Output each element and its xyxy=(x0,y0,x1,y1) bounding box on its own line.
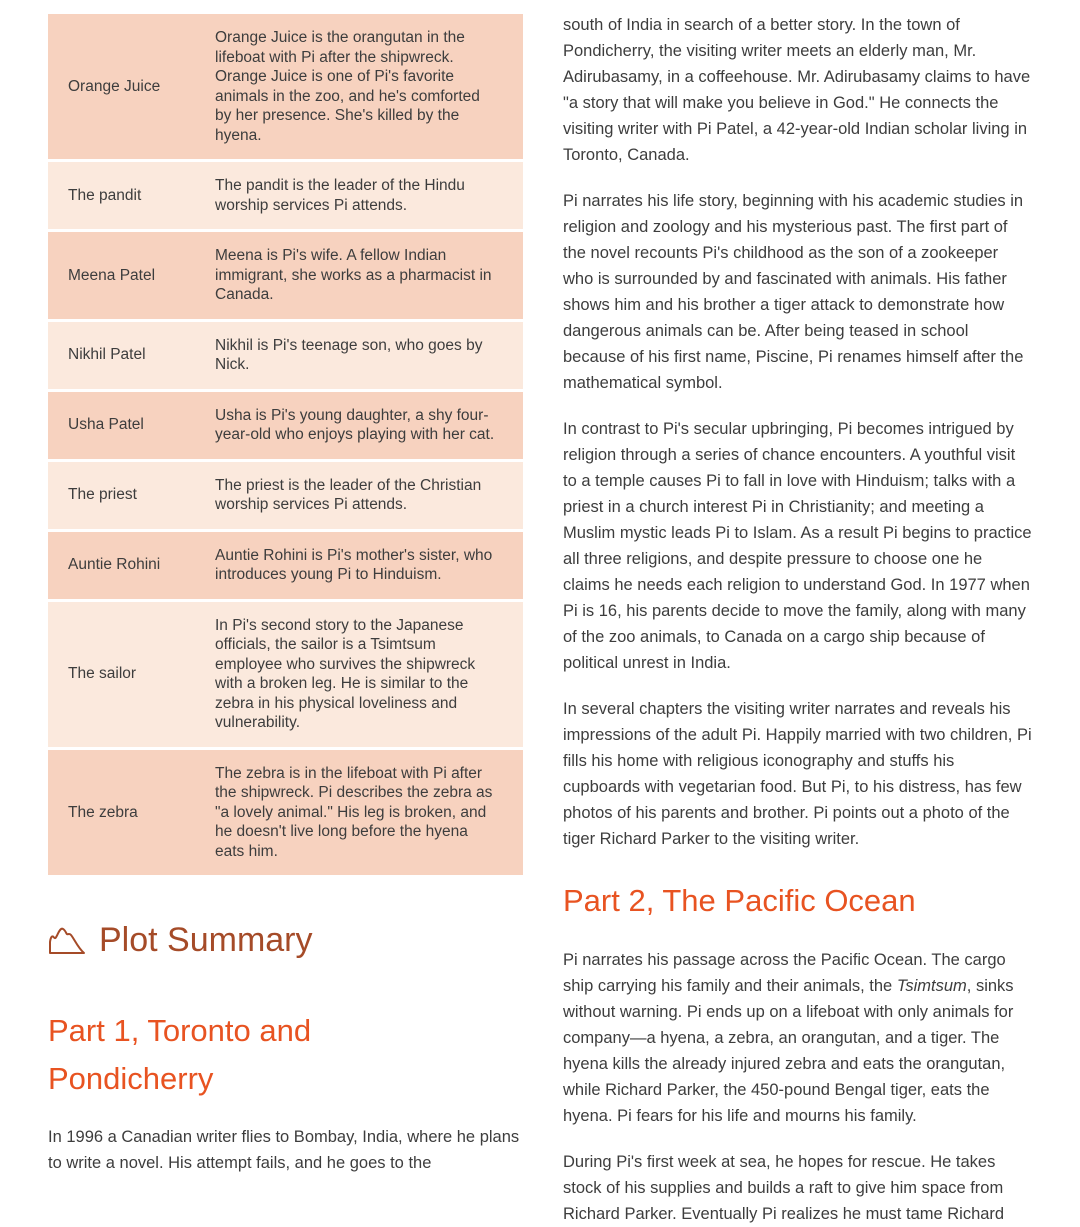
plot-summary-heading xyxy=(48,917,523,963)
paragraph xyxy=(563,947,1032,1129)
paragraph: In several chapters the visiting writer narrates and reveals his impressions of the adult Pi. Happily married with two children, Pi fills his home with religious iconography and stuffs his cupboards with vegetarian food. But Pi, to his distress, has few photos of his parents and brother. Pi points out a photo of the tiger Richard Parker to the visiting writer. xyxy=(563,700,1032,848)
paragraph-text: Pi narrates his passage across the Pacific Ocean. The cargo ship carrying his family and their animals, the xyxy=(563,951,1006,995)
table-row xyxy=(48,602,523,747)
character-description-cell: In Pi's second story to the Japanese officials, the sailor is a Tsimtsum employee who survives the shipwreck with a broken leg. He is similar to the zebra in his physical loveliness and vulnerability. xyxy=(215,616,476,731)
character-name-cell: Nikhil Patel xyxy=(68,346,146,364)
part2-heading: Part 2, The Pacific Ocean xyxy=(563,883,916,918)
character-description-cell: Nikhil is Pi's teenage son, who goes by Nick. xyxy=(215,336,483,373)
paragraph: In contrast to Pi's secular upbringing, Pi becomes intrigued by religion through a series of chance encounters. A youthful visit to a temple causes Pi to fall in love with Hinduism; talks with a priest in a church interest Pi in Christianity; and meeting a Muslim mystic leads Pi to Islam. As a result Pi begins to practice all three religions, and despite pressure to choose one he claims he needs each religion to understand God. In 1977 when Pi is 16, his parents decide to move the family, along with many of the zoo animals, to Canada on a cargo ship because of political unrest in India. xyxy=(563,420,1032,672)
character-description-cell: The zebra is in the lifeboat with Pi after the shipwreck. Pi describes the zebra as "a lovely animal." His leg is broken, and he doesn't live long before the hyena eats him. xyxy=(215,764,493,860)
character-description-cell: Auntie Rohini is Pi's mother's sister, who introduces young Pi to Hinduism. xyxy=(215,546,493,583)
character-name-cell: Orange Juice xyxy=(68,77,161,95)
paragraph-text: , sinks without warning. Pi ends up on a lifeboat with only animals for company—a hyena, a zebra, an orangutan, and a tiger. The hyena kills the already injured zebra and eats the orangutan, while Richard Parker, the 450-pound Bengal tiger, eats the hyena. Pi fears for his life and mourns his family. xyxy=(563,977,1014,1125)
character-name-cell: Meena Patel xyxy=(68,266,156,284)
table-row xyxy=(48,392,523,459)
plot-summary-heading-text: Plot Summary xyxy=(99,921,313,959)
part1-heading: Part 1, Toronto and Pondicherry xyxy=(48,1013,312,1096)
table-row xyxy=(48,750,523,876)
part1-paragraph: In 1996 a Canadian writer flies to Bombay, India, where he plans to write a novel. His attempt fails, and he goes to the xyxy=(48,1128,520,1172)
character-table xyxy=(48,14,523,875)
character-name-cell: The pandit xyxy=(68,186,142,204)
character-name-cell: Usha Patel xyxy=(68,416,144,434)
character-description-cell: The priest is the leader of the Christian worship services Pi attends. xyxy=(215,476,482,513)
character-name-cell: The priest xyxy=(68,486,137,504)
left-column xyxy=(48,12,523,1227)
area-chart-icon xyxy=(48,923,86,957)
right-column xyxy=(563,12,1032,1227)
paragraph: south of India in search of a better story. In the town of Pondicherry, the visiting writer meets an elderly man, Mr. Adirubasamy, in a coffeehouse. Mr. Adirubasamy claims to have "a story that will make you believe in God." He connects the visiting writer with Pi Patel, a 42-year-old Indian scholar living in Toronto, Canada. xyxy=(563,16,1031,164)
table-row xyxy=(48,162,523,229)
table-row xyxy=(48,322,523,389)
table-row xyxy=(48,532,523,599)
ship-name-italic: Tsimtsum xyxy=(896,977,967,995)
table-row xyxy=(48,14,523,159)
paragraph: During Pi's first week at sea, he hopes for rescue. He takes stock of his supplies and builds a raft to give him space from Richard Parker. Eventually Pi realizes he must tame Richard xyxy=(563,1153,1005,1223)
paragraph: Pi narrates his life story, beginning with his academic studies in religion and zoology and his mysterious past. The first part of the novel recounts Pi's childhood as the son of a zookeeper who is surrounded by and fascinated with animals. His father shows him and his brother a tiger attack to demonstrate how dangerous animals can be. After being teased in school because of his first name, Piscine, Pi renames himself after the mathematical symbol. xyxy=(563,192,1024,392)
character-name-cell: Auntie Rohini xyxy=(68,556,161,574)
table-row xyxy=(48,462,523,529)
character-description-cell: The pandit is the leader of the Hindu worship services Pi attends. xyxy=(215,177,465,214)
character-name-cell: The zebra xyxy=(68,803,138,821)
character-name-cell: The sailor xyxy=(68,665,137,683)
table-row xyxy=(48,232,523,319)
character-description-cell: Meena is Pi's wife. A fellow Indian immigrant, she works as a pharmacist in Canada. xyxy=(215,247,492,303)
character-description-cell: Orange Juice is the orangutan in the lifeboat with Pi after the shipwreck. Orange Juice is one of Pi's favorite animals in the zoo, and he's comforted by her presence. She's killed by the hyena. xyxy=(215,29,480,144)
character-description-cell: Usha is Pi's young daughter, a shy four-year-old who enjoys playing with her cat. xyxy=(215,406,495,443)
